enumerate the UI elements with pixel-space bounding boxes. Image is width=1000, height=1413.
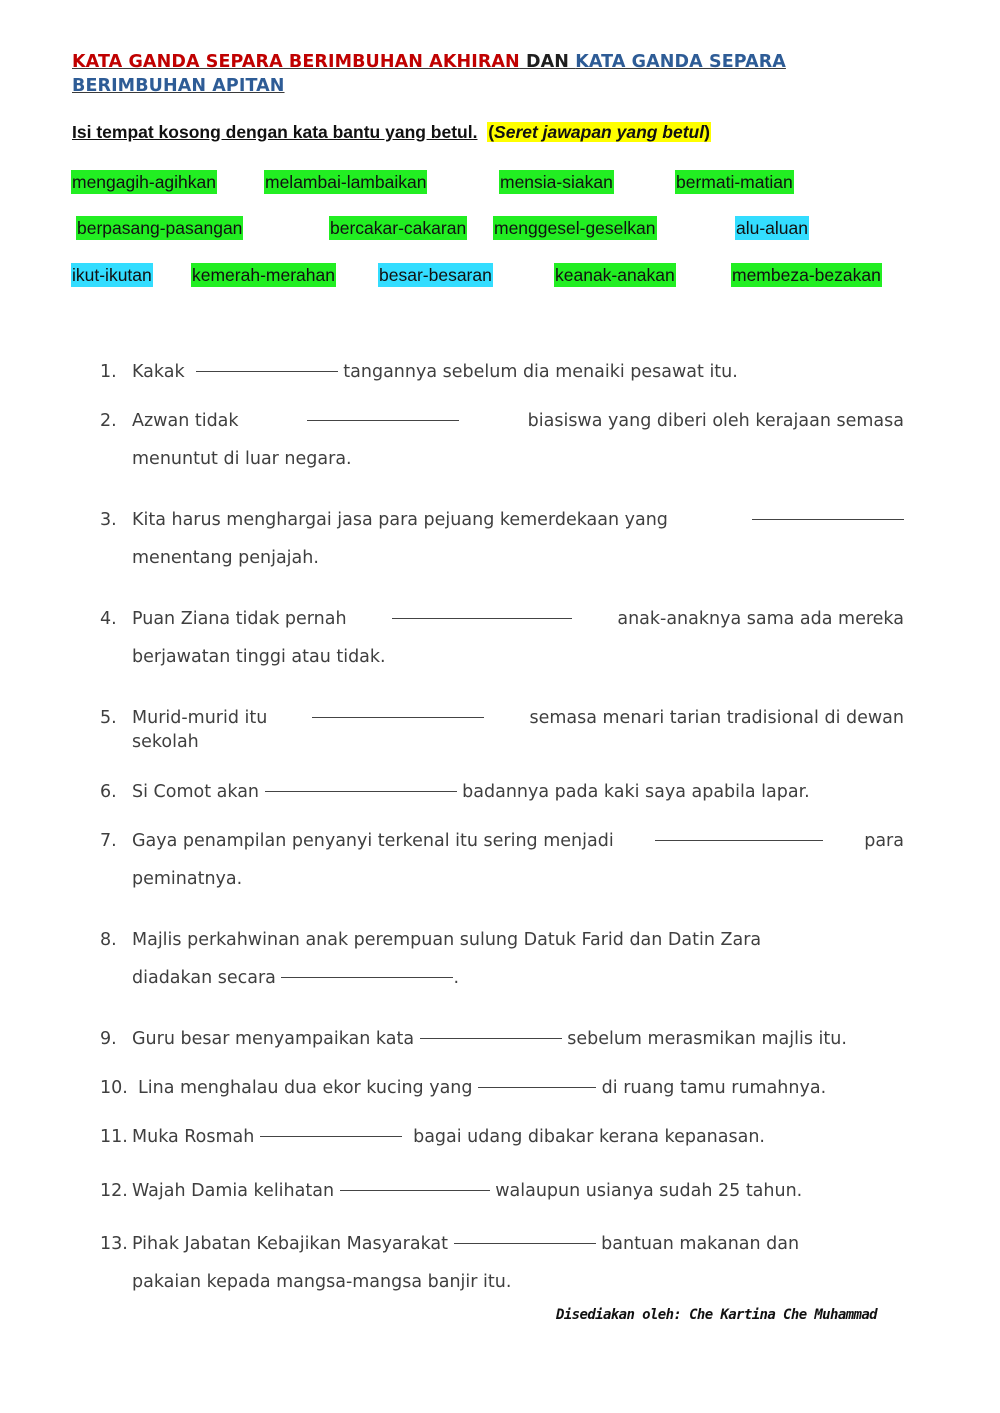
- title-part-apitan: BERIMBUHAN APITAN: [72, 76, 285, 96]
- answer-blank[interactable]: [265, 773, 457, 792]
- answer-blank[interactable]: [655, 822, 823, 841]
- word-chip[interactable]: bercakar-cakaran: [330, 218, 467, 238]
- instruction: [72, 122, 711, 143]
- word-chip[interactable]: besar-besaran: [379, 265, 492, 285]
- answer-blank[interactable]: [454, 1225, 596, 1244]
- question-10: 10. Lina menghalau dua ekor kucing yang di ruang tamu rumahnya.: [100, 1069, 904, 1107]
- author-credit: Disediakan oleh: Che Kartina Che Muhammad: [556, 1307, 877, 1323]
- question-6: 6. Si Comot akan badannya pada kaki saya apabila lapar.: [100, 773, 904, 811]
- question-12: 12. Wajah Damia kelihatan walaupun usianya sudah 25 tahun.: [100, 1172, 904, 1210]
- question-7: 7. Gaya penampilan penyanyi terkenal itu sering menjadi para peminatnya.: [100, 822, 904, 898]
- question-2: 2. Azwan tidak biasiswa yang diberi oleh kerajaan semasa menuntut di luar negara.: [100, 402, 904, 478]
- word-chip[interactable]: ikut-ikutan: [72, 265, 152, 285]
- question-3: 3. Kita harus menghargai jasa para pejuang kemerdekaan yang menentang penjajah.: [100, 501, 904, 577]
- answer-blank[interactable]: [340, 1172, 490, 1191]
- word-chip[interactable]: bermati-matian: [676, 172, 793, 192]
- word-chip[interactable]: alu-aluan: [736, 218, 808, 238]
- drag-hint: (Seret jawapan yang betul): [488, 122, 710, 142]
- question-13: 13. Pihak Jabatan Kebajikan Masyarakat bantuan makanan dan pakaian kepada mangsa-mangsa banjir itu.: [100, 1225, 904, 1301]
- word-chip[interactable]: menggesel-geselkan: [494, 218, 656, 238]
- question-9: 9. Guru besar menyampaikan kata sebelum merasmikan majlis itu.: [100, 1020, 904, 1058]
- question-1: 1. Kakak tangannya sebelum dia menaiki pesawat itu.: [100, 353, 904, 391]
- word-chip[interactable]: melambai-lambaikan: [265, 172, 427, 192]
- answer-blank[interactable]: [281, 959, 453, 978]
- question-4: 4. Puan Ziana tidak pernah anak-anaknya sama ada mereka berjawatan tinggi atau tidak.: [100, 600, 904, 676]
- question-11: 11. Muka Rosmah bagai udang dibakar kerana kepanasan.: [100, 1118, 904, 1156]
- answer-blank[interactable]: [392, 600, 572, 619]
- title-part-akhiran: KATA GANDA SEPARA BERIMBUHAN AKHIRAN: [72, 52, 520, 72]
- word-chip[interactable]: mengagih-agihkan: [72, 172, 216, 192]
- word-chip[interactable]: membeza-bezakan: [732, 265, 881, 285]
- title-joiner: DAN: [519, 52, 576, 72]
- word-chip[interactable]: kemerah-merahan: [192, 265, 335, 285]
- title-part-separa: KATA GANDA SEPARA: [575, 52, 786, 72]
- answer-blank[interactable]: [196, 353, 338, 372]
- answer-blank[interactable]: [307, 402, 459, 421]
- question-5: 5. Murid-murid itu semasa menari tarian tradisional di dewan sekolah: [100, 699, 904, 761]
- answer-blank[interactable]: [478, 1069, 596, 1088]
- worksheet-title: [72, 50, 832, 98]
- question-8: 8. Majlis perkahwinan anak perempuan sulung Datuk Farid dan Datin Zara diadakan secara .: [100, 930, 762, 988]
- word-chip[interactable]: mensia-siakan: [500, 172, 613, 192]
- word-chip[interactable]: keanak-anakan: [555, 265, 675, 285]
- instruction-text: Isi tempat kosong dengan kata bantu yang betul.: [72, 122, 478, 142]
- answer-blank[interactable]: [420, 1020, 562, 1039]
- answer-blank[interactable]: [312, 699, 484, 718]
- answer-blank[interactable]: [752, 501, 904, 520]
- word-chip[interactable]: berpasang-pasangan: [77, 218, 243, 238]
- answer-blank[interactable]: [260, 1118, 402, 1137]
